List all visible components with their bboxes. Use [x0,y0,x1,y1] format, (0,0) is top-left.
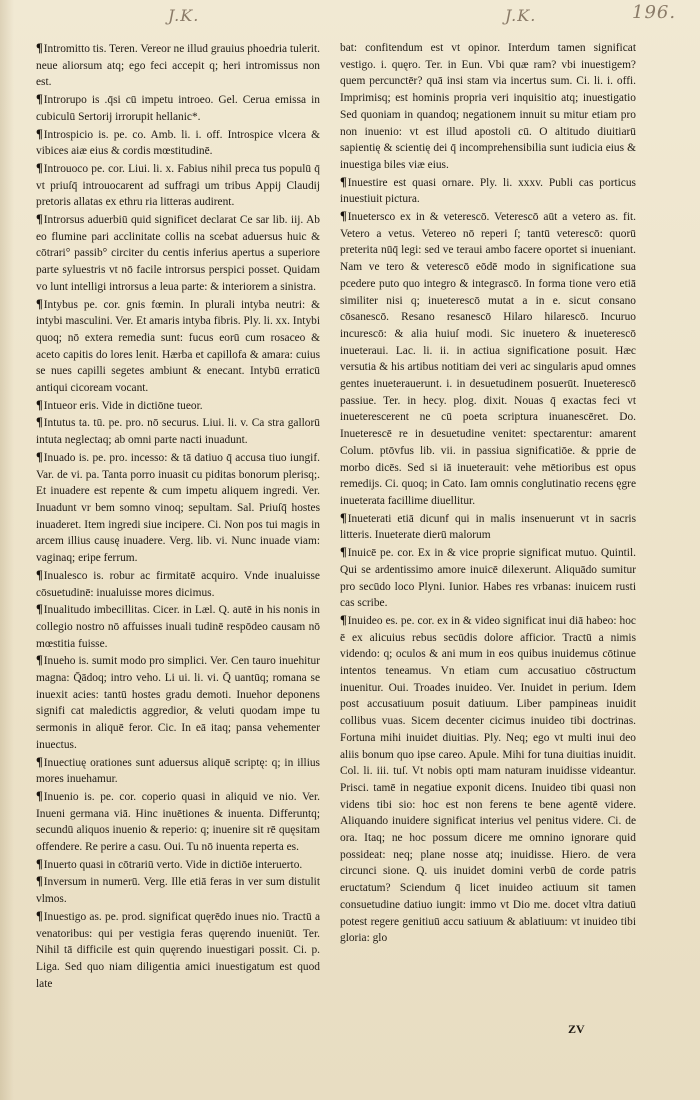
pilcrow-icon: ¶ [36,449,43,464]
pilcrow-icon: ¶ [36,296,43,311]
entry-text: Introrsus aduerbiū quid significet declarat Ce sar lib. iij. Ab eo flumine pari acclinitate collis na scebat aduersus huic & cōtrari° passib° circiter du centis inferius apertus a superiore parte syluestris vt nō facile introrsus perspici posset. Quidam vo lunt intelligi introrsus a leua parte: & interiorem a sinistra. [36,214,320,293]
entry-text: Inuado is. pe. pro. incesso: & tā datiuo q̄ accusa tiuo iungif. Var. de vi. pa. Tanta porro inuasit cu piditas bonorum plerisq;. Et inuadere est repente & cum impetu aliquem ingredi. Ver. Inuadunt vr bem somno vinoq; sepultam. Sal. Priuſq̄ hostes inuaderet. Item ingredi siue incipere. Ci. Non pos tui magis in arcem illius causę inuadere. Verg. lib. vi. Nunc inuade viam: vaginaq; eripe ferrum. [36,451,320,565]
pilcrow-icon: ¶ [36,874,43,889]
dictionary-entry [36,856,320,874]
pilcrow-icon: ¶ [340,174,347,189]
dictionary-entry [340,174,636,208]
dictionary-entry [36,397,320,415]
pilcrow-icon: ¶ [340,612,347,627]
pilcrow-icon: ¶ [340,209,347,224]
pilcrow-icon: ¶ [36,126,43,141]
left-text-column [36,40,320,992]
entry-text: bat: confitendum est vt opinor. Interdum tamen significat vestigo. i. quęro. Ter. in Eun. Vbi quæ ram? vbi inuestigem? quem percunctēr? quā insi stam via incertus sum. Ci. li. i. offi. Imprimisq; est hominis propria veri inquisitio atq; inuestigatio Sed quoniam in quandoq; negationem innuit su mitur etiam pro non inuenio: vt est illud apostoli cū. O altitudo diuitiarū sapientię & scientię dei q̄ incomprehensibilia sunt iudicia eius & inuestiga biles viæ eius. [340,42,636,171]
pilcrow-icon: ¶ [36,754,43,769]
entry-text: Inuicē pe. cor. Ex in & vice proprie significat mutuo. Quintil. Qui se ardentissimo amore inuicē dilexerunt. Aliquādo sumitur pro secūdo loco Plyni. Iunior. Habes res vrbanas: inuicem rusti cas scribe. [340,547,636,610]
dictionary-entry [36,873,320,907]
pilcrow-icon: ¶ [36,653,43,668]
dictionary-entry [36,160,320,211]
dictionary-entry [36,40,320,91]
dictionary-entry [36,126,320,160]
entry-text: Inueterati etiā dicunf qui in malis insenuerunt vt in sacris litteris. Inueterate dierū malorum [340,512,636,542]
handwritten-mark-left: J.K. [168,6,200,25]
folio-number: 196. [632,2,677,23]
pilcrow-icon: ¶ [36,397,43,412]
dictionary-entry [340,40,636,174]
dictionary-entry [36,908,320,993]
entry-text: Inuestire est quasi ornare. Ply. li. xxxv. Publi cas porticus inuestiuit pictura. [340,176,636,206]
entry-text: Intutus ta. tū. pe. pro. nō securus. Liui. li. v. Ca stra gallorū intuta neglectaq; ab omni parte nacti inuadunt. [36,417,320,447]
entry-text: Inualesco is. robur ac firmitatē acquiro. Vnde inualuisse cōsuetudinē: inualuisse mores dicimus. [36,569,320,599]
pilcrow-icon: ¶ [36,160,43,175]
dictionary-entry [36,754,320,788]
dictionary-entry [36,652,320,753]
dictionary-entry [36,296,320,397]
gutter-shadow [0,0,14,1100]
entry-text: Inuectiuę orationes sunt aduersus aliquē scriptę: q; in illius mores inuehamur. [36,756,320,786]
dictionary-entry [36,567,320,601]
dictionary-entry [340,510,636,544]
entry-text: Intybus pe. cor. gnis fœmin. In plurali intyba neutri: & intybi masculini. Ver. Et amaris intyba fibris. Ply. li. xx. Intybi quoq; nō extera remedia sunt: fucus eorū cum rosaceo & aceto capitis do lores lenit. Hærba et capillofa & amara: cuius se nues capilli segetes ambiunt & enecant. Intybū erraticū antiqui cicoream vocant. [36,298,320,395]
dictionary-entry [36,449,320,567]
signature-mark: ZV [568,1022,585,1036]
entry-text: Introuoco pe. cor. Liui. li. x. Fabius nihil preca tus populū q̄ vt priuſq̄ introuocarent ad suffragi um tribus Appij Claudij pretoris allatas ex ethru ria litteras audirent. [36,162,320,209]
pilcrow-icon: ¶ [36,41,43,55]
dictionary-entry [36,601,320,652]
entry-text: Inualitudo imbecillitas. Cicer. in Læl. Q. autē in his nonis in collegio nostro nō affuisses inuali tudinē respōdeo causam nō mœstitia fuisse. [36,604,320,650]
entry-text: Inuerto quasi in cōtrariū verto. Vide in dictiōe interuerto. [43,858,303,871]
handwritten-mark-middle: J.K. [505,6,537,25]
pilcrow-icon: ¶ [36,788,43,803]
page-header [0,0,700,40]
dictionary-entry [340,612,636,947]
entry-text: Introspicio is. pe. co. Amb. li. i. off. Introspice vlcera & vibices aiæ eius & cordis mœstitudinē. [36,128,320,158]
dictionary-entry [36,91,320,125]
entry-text: Inuenio is. pe. cor. coperio quasi in aliquid ve nio. Ver. Inueni germana viā. Hinc inuētiones & inuenta. Differuntq; secundū aliquos inuenio & reperio: q; inuenire sit rē quęsitam offendere. Re perire a casu. Oui. Tu nō inuenta reperta es. [36,790,320,854]
entry-text: Inueho is. sumit modo pro simplici. Ver. Cen tauro inuehitur magna: Q̄ādoq; intro veho. Li ui. li. vi. Q̄ uantūq; romana se inuexit acies: tantū hostes gradu demoti. Inuehor deponens signifi cat maledictis aggredior, & veluti quodam impe tu sermonis in aliquē feror. Cic. In eā itaq; pansa vehementer inuectus. [36,655,320,751]
pilcrow-icon: ¶ [36,212,43,227]
right-text-column [340,40,636,947]
pilcrow-icon: ¶ [36,567,43,582]
pilcrow-icon: ¶ [36,415,43,430]
pilcrow-icon: ¶ [36,602,43,617]
dictionary-entry [340,208,636,510]
entry-text: Inuideo es. pe. cor. ex in & video significat inui diā habeo: hoc ē ex alicuius rebus secūdis dolore afficior. Tractū a nimis videndo: q; oculos & ani mum in eos quibus inuidemus cōtinue intentos teneamus. Vn etiam cum accusatiuo cōstructum inuenitur. Oui. Troades inuideo. Ver. Inuidet in perium. Idem post accusatiuum posuit datiuum. Liber pampineas inuidit collibus vuas. Sicem decenter cicimus inuideo tibi doctrinas. Fortuna mihi inuidet diuitias. Ply. Neq; ego vt multi inui deo aliis bonum quo ipse careo. Apule. Mihi for tuna diuitias inuidit. Col. li. iii. tuſ. Vt nobis opti mam naturam inuidisse videantur. Prisci. tamē in negatiue exponit dicens. Inuideo tibi quasi non videns tibi sio: hoc est non ferens te bene agentē videre. Aliquando inuidere significat interius vel penitus videre. Ci. de ora. Itaq; ne hoc possum dicere me omnino ignorare quid possideat: neq; plane nosse atq; inuidisse. Hiero. de vera circunci sione. Q. uis inuidet domini verbū de corde patris eructatum? Sciendum q̄ licet inuideo actiuum sit tamen consuetudine datiuo iungit: immo vt Dio me. docet vltra datiuū potest regere genitiuū accu satiuum & ablatiuum: vt inuideo tibi gloria: glo [340,614,636,945]
dictionary-entry [36,414,320,448]
entry-text: Intueor eris. Vide in dictiōne tueor. [43,399,203,412]
entry-text: Intromitto tis. Teren. Vereor ne illud grauius phoedria tulerit. neue aliorsum atq; ego feci accepit q; heri intromissus non est. [36,43,320,89]
entry-text: Introrupo is .q̄si cū impetu introeo. Gel. Cerua emissa in cubiculū Sertorij irrorupit hellanic*. [36,94,320,123]
pilcrow-icon: ¶ [36,908,43,923]
entry-text: Inversum in numerū. Verg. Ille etiā feras in ver sum distulit vlmos. [36,876,320,906]
entry-text: Inuestigo as. pe. prod. significat quęrēdo inues nio. Tractū a venatoribus: qui per vestigia feras quęrendo inueniūt. Ter. Nihil tā difficile est quin quęrendo inuestigari possit. Ci. p. Liga. Sed quo niam diligentia amici inuestigatum est quod late [36,910,320,990]
dictionary-entry [340,544,636,612]
entry-text: Inuetersco ex in & veterescō. Veterescō aūt a vetero as. fit. Vetero a vetus. Vetereo nō reperi ſ; tantū veterescō: quorū preterita nūq̄ legi: sed ve teraui ambo facere oportet si inueniant. Nam ve tero & veterescō eōdē modo in significatione sua pcedere puto quo integro & integrascō. In forma tione vero etiā similiter nisi q; inueterescō mutat a in e. sicut consano cōsanescō. Resano resanescō Hilaro hilarescō. Incuruo incurescō: & alia huiuſ modi. Sic inuetero & inueterescō inueteraui. Lac. li. ii. in actiua significatione posuit. Hæc versutia & his artibus notitiam dei veri ac singularis apud omnes gentes inueterauerunt. i. in desuetudinem posuerūt. Inueterescō passiue. Ter. in hecy. plog. dixit. Nouas q̄ exactas feci vt inueterescerent ne cū poeta scriptura inuanescēret. Do. Inueterescē re in desuetudine venitet: spectarentur: amarent Colum. ptōvfus lib. vii. in passiua significatiōe. & pprie de morbo dicēs. Sed si iā inueterauit: vehe mētioribus est opus remedijs. Ci. quoq; in Cato. Iam omnis conglutinatio recens ęgre inueterata facillime diuellitur. [340,211,636,507]
dictionary-entry [36,788,320,856]
pilcrow-icon: ¶ [36,92,43,107]
pilcrow-icon: ¶ [340,545,347,560]
pilcrow-icon: ¶ [36,856,43,871]
pilcrow-icon: ¶ [340,510,347,525]
dictionary-entry [36,211,320,296]
